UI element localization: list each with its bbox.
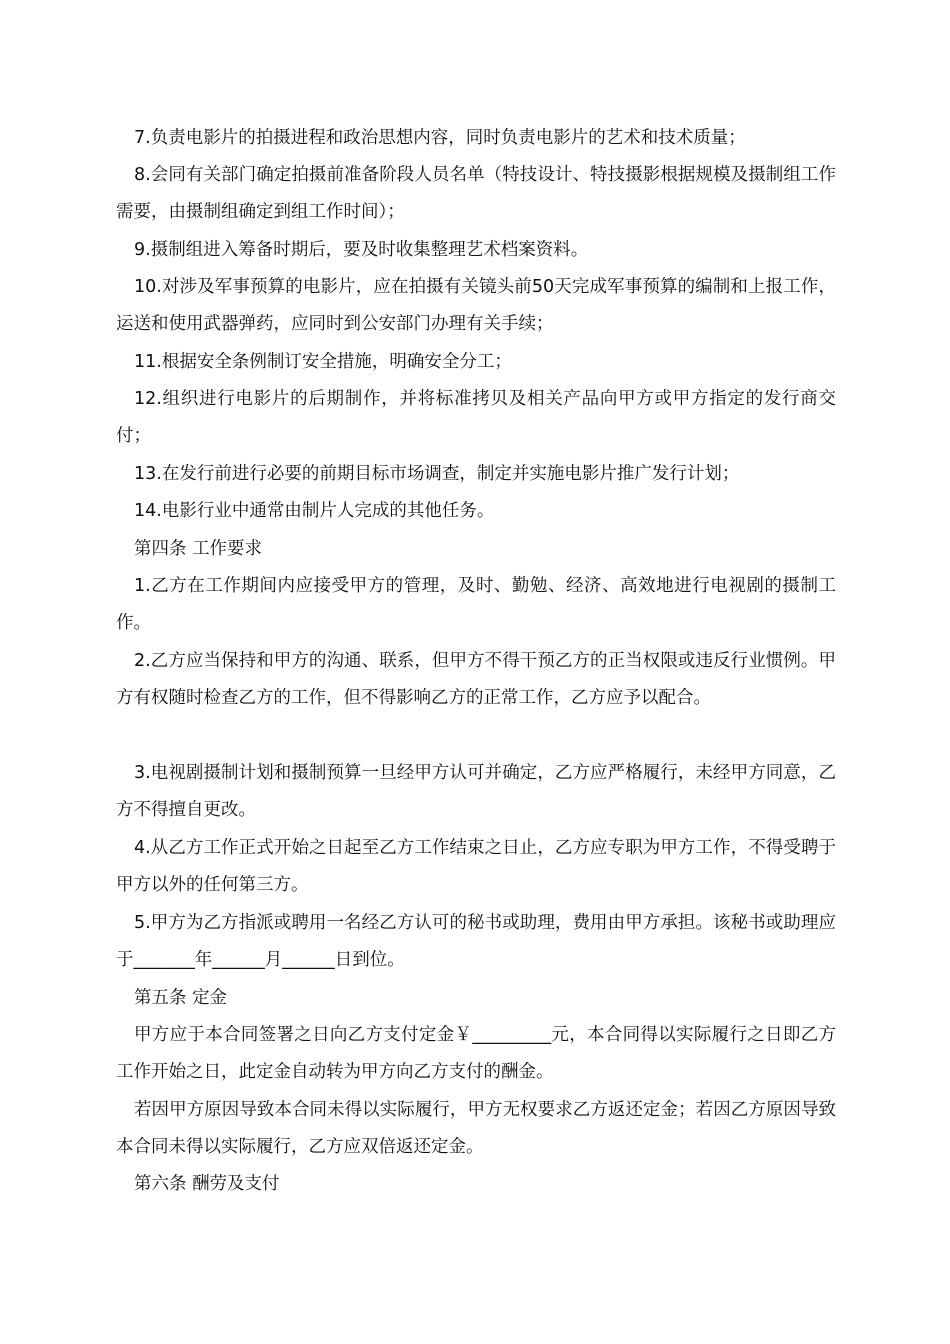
clause-item-13: 13.在发行前进行必要的前期目标市场调查，制定并实施电影片推广发行计划； [134,464,740,484]
deposit-paragraph-1: 甲方应于本合同签署之日向乙方支付定金￥_________元，本合同得以实际履行之日即乙方工作开始之日，此定金自动转为甲方向乙方支付的酬金。 [116,1025,836,1082]
clause-item-12: 12.组织进行电影片的后期制作，并将标准拷贝及相关产品向甲方或甲方指定的发行商交付； [116,389,836,446]
clause-item-14: 14.电影行业中通常由制片人完成的其他任务。 [134,501,495,521]
requirement-item-2: 2.乙方应当保持和甲方的沟通、联系，但甲方不得干预乙方的正当权限或违反行业惯例。甲方有权随时检查乙方的工作，但不得影响乙方的正常工作，乙方应予以配合。 [116,651,836,708]
article-6-heading: 第六条 酬劳及支付 [134,1174,280,1194]
clause-item-9: 9.摄制组进入筹备时期后，要及时收集整理艺术档案资料。 [134,240,589,260]
requirement-item-3: 3.电视剧摄制计划和摄制预算一旦经甲方认可并确定，乙方应严格履行，未经甲方同意，乙方不得擅自更改。 [116,763,836,820]
requirement-item-4: 4.从乙方工作正式开始之日起至乙方工作结束之日止，乙方应专职为甲方工作，不得受聘于甲方以外的任何第三方。 [116,838,836,895]
clause-item-7: 7.负责电影片的拍摄进程和政治思想内容，同时负责电影片的艺术和技术质量； [134,128,746,148]
deposit-paragraph-2: 若因甲方原因导致本合同未得以实际履行，甲方无权要求乙方返还定金；若因乙方原因导致本合同未得以实际履行，乙方应双倍返还定金。 [116,1100,836,1157]
requirement-item-5: 5.甲方为乙方指派或聘用一名经乙方认可的秘书或助理，费用由甲方承担。该秘书或助理应于_______年______月______日到位。 [116,913,836,970]
requirement-item-1: 1.乙方在工作期间内应接受甲方的管理，及时、勤勉、经济、高效地进行电视剧的摄制工作。 [116,576,836,633]
clause-item-8: 8.会同有关部门确定拍摄前准备阶段人员名单（特技设计、特技摄影根据规模及摄制组工作需要，由摄制组确定到组工作时间）； [116,165,836,222]
article-5-heading: 第五条 定金 [134,988,228,1008]
clause-item-10: 10.对涉及军事预算的电影片，应在拍摄有关镜头前50天完成军事预算的编制和上报工作，运送和使用武器弹药，应同时到公安部门办理有关手续； [116,277,836,334]
clause-item-11: 11.根据安全条例制订安全措施，明确安全分工； [134,352,512,372]
article-4-heading: 第四条 工作要求 [134,539,263,559]
